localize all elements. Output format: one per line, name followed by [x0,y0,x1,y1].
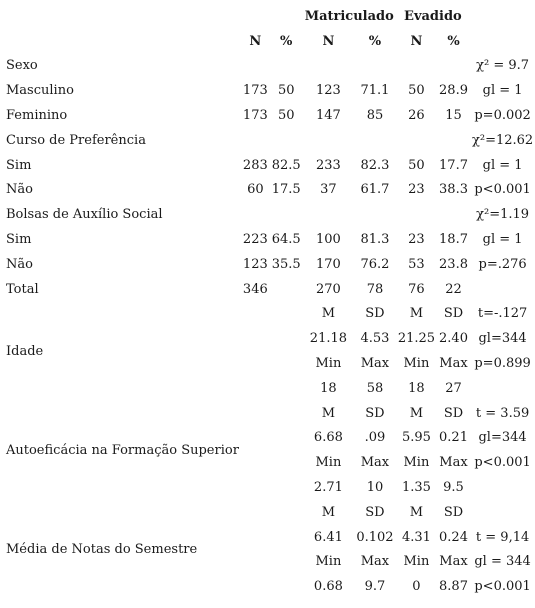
value-cell: 173 [242,108,268,124]
value-cell [270,202,303,227]
value-cell [354,128,396,153]
value-cell: 270 [315,281,341,297]
value-cell [354,54,396,79]
value-cell: Min [315,455,342,471]
value-cell: 21.18 [309,331,348,347]
empty-cell [241,302,303,401]
table-row [6,500,535,525]
table-row [6,302,535,327]
value-cell: 61.7 [360,182,390,198]
statistic-cell: χ²=12.62 [471,132,534,148]
table-row [6,128,535,153]
column-header: N [410,33,423,49]
value-cell: 0 [412,579,421,595]
value-cell: Max [360,455,390,471]
value-cell: 50 [408,157,425,173]
value-cell: 22 [445,281,462,297]
statistic-cell: gl = 344 [474,554,531,570]
value-cell [396,54,437,79]
value-cell: 9.5 [443,480,464,496]
value-cell: Min [403,455,430,471]
statistic-cell: t = 9,14 [475,529,530,545]
value-cell: 4.53 [360,331,390,347]
value-cell: 50 [277,108,295,124]
value-cell: 10 [366,480,384,496]
statistic-cell: χ²=1.19 [476,207,530,223]
value-cell: 9.7 [364,579,386,595]
value-cell: SD [365,405,385,421]
value-cell: M [409,504,424,520]
value-cell: 6.68 [313,430,343,446]
column-header: % [280,33,293,49]
statistic-cell: gl=344 [478,331,527,347]
variable-label: Idade [6,343,44,359]
value-cell: 76 [408,281,425,297]
statistics-table [6,4,535,599]
table-row [6,401,535,426]
column-header: % [368,33,382,49]
row-label: Total [6,281,39,297]
value-cell: 5.95 [401,430,431,446]
statistic-cell: gl = 1 [482,157,523,173]
value-cell: Min [403,356,430,372]
value-cell: SD [365,504,385,520]
variable-label: Média de Notas do Semestre [6,542,198,558]
empty-cell [470,4,535,29]
value-cell: 82.3 [360,157,390,173]
value-cell: 50 [277,83,295,99]
value-cell [437,54,470,79]
value-cell: 100 [315,232,341,248]
value-cell: SD [443,405,464,421]
value-cell: Min [315,356,342,372]
table-row [6,202,535,227]
value-cell: SD [443,504,464,520]
value-cell: SD [365,306,385,322]
value-cell [270,128,303,153]
value-cell: 0.21 [439,430,468,446]
statistic-cell: p<0.001 [474,579,531,595]
value-cell: Max [360,356,390,372]
value-cell: 18 [320,380,337,396]
value-cell: Max [439,554,468,570]
value-cell: M [321,306,336,322]
statistic-cell: p=.276 [478,256,527,272]
value-cell [437,202,470,227]
row-label: Feminino [6,108,68,124]
value-cell: 2.71 [313,480,343,496]
value-cell: 21.25 [397,331,436,347]
row-label: Sim [6,157,32,173]
table-row [6,277,535,302]
value-cell: 8.87 [439,579,468,595]
empty-cell [6,29,241,54]
value-cell: 346 [242,281,268,297]
value-cell: 2.40 [439,331,468,347]
value-cell: 147 [315,108,341,124]
value-cell [241,202,270,227]
value-cell: M [409,405,424,421]
statistic-cell [470,500,535,525]
value-cell: 0.102 [356,529,394,545]
value-cell: 64.5 [271,232,301,248]
value-cell [270,54,303,79]
value-cell: 223 [242,232,268,248]
statistic-cell: p=0.899 [474,356,531,372]
empty-cell [241,4,303,29]
statistic-cell: gl = 1 [482,83,523,99]
value-cell: 0.68 [313,579,343,595]
row-label: Masculino [6,83,74,99]
table-row [6,227,535,252]
value-cell: 27 [445,380,462,396]
value-cell: 4.31 [401,529,431,545]
value-cell [354,202,396,227]
value-cell: 23 [408,232,425,248]
value-cell [303,202,354,227]
value-cell: 6.41 [313,529,343,545]
row-label: Não [6,256,33,272]
group-header-row [6,4,535,29]
table-row [6,54,535,79]
value-cell: 18 [408,380,425,396]
value-cell: 170 [315,256,341,272]
variable-label: Autoeficácia na Formação Superior [6,442,239,458]
value-cell: M [321,504,336,520]
column-header: % [447,33,460,49]
value-cell: 38.3 [439,182,468,198]
column-header: N [322,33,335,49]
value-cell [241,54,270,79]
statistic-cell: p<0.001 [474,455,531,471]
value-cell: 0.24 [439,529,468,545]
value-cell: 123 [242,256,268,272]
value-cell [270,277,303,302]
table-row [6,178,535,203]
value-cell: 71.1 [360,83,390,99]
value-cell: 17.7 [439,157,468,173]
row-label: Bolsas de Auxílio Social [6,207,163,223]
value-cell: 26 [408,108,425,124]
statistic-cell [470,277,535,302]
value-cell: Max [439,356,468,372]
value-cell: 35.5 [271,256,301,272]
statistic-cell: t=-.127 [477,306,528,322]
table-row [6,78,535,103]
statistic-cell: p=0.002 [474,108,531,124]
statistic-cell: t = 3.59 [475,405,530,421]
empty-cell [241,401,303,500]
statistic-cell: gl = 1 [482,232,523,248]
table-row [6,103,535,128]
row-label: Sexo [6,58,38,74]
value-cell: 23 [408,182,425,198]
value-cell: 15 [445,108,462,124]
value-cell: .09 [364,430,386,446]
value-cell: SD [443,306,464,322]
value-cell: 28.9 [439,83,468,99]
value-cell [303,128,354,153]
value-cell: 50 [408,83,425,99]
value-cell: 123 [315,83,341,99]
value-cell: 85 [366,108,384,124]
column-header: N [249,33,262,49]
table-row [6,153,535,178]
value-cell: 76.2 [360,256,390,272]
statistic-cell [470,475,535,500]
value-cell [303,54,354,79]
value-cell: 18.7 [439,232,468,248]
empty-cell [241,500,303,599]
value-cell: 53 [408,256,425,272]
value-cell: 60 [247,182,264,198]
value-cell: 23.8 [439,256,468,272]
value-cell: Max [360,554,390,570]
value-cell: 37 [320,182,337,198]
value-cell [396,202,437,227]
value-cell [241,128,270,153]
value-cell: 17.5 [271,182,301,198]
empty-cell [6,4,241,29]
value-cell: 1.35 [401,480,431,496]
row-label: Não [6,182,33,198]
value-cell [396,128,437,153]
value-cell: 78 [366,281,384,297]
group-header-matriculado: Matriculado [304,8,394,24]
column-header-row [6,29,535,54]
value-cell [437,128,470,153]
row-label: Curso de Preferência [6,132,146,148]
table-row [6,252,535,277]
value-cell: 82.5 [271,157,301,173]
statistic-cell: χ² = 9.7 [476,58,530,74]
statistic-cell: p<0.001 [474,182,531,198]
value-cell: 233 [315,157,341,173]
value-cell: Max [439,455,468,471]
value-cell: Min [315,554,342,570]
value-cell: 173 [242,83,268,99]
statistic-cell [470,376,535,401]
value-cell: M [409,306,424,322]
value-cell: 81.3 [360,232,390,248]
value-cell: Min [403,554,430,570]
value-cell: 58 [366,380,384,396]
statistic-cell: gl=344 [478,430,527,446]
empty-cell [470,29,535,54]
group-header-evadido: Evadido [404,8,462,24]
value-cell: M [321,405,336,421]
row-label: Sim [6,232,32,248]
value-cell: 283 [242,157,268,173]
